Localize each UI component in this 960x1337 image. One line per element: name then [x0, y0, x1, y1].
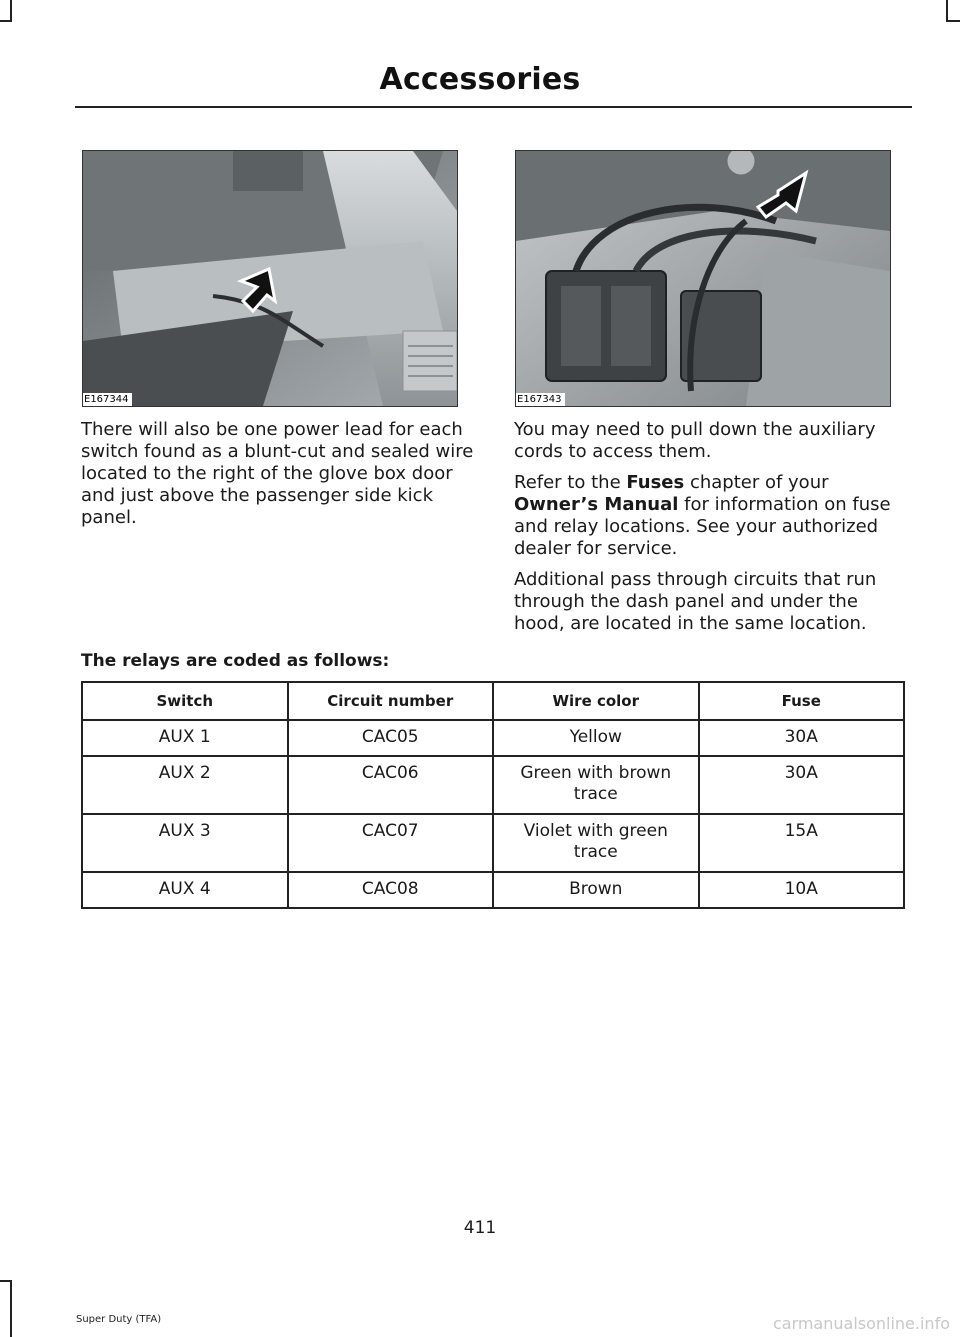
- power-lead-paragraph: There will also be one power lead for each switch found as a blunt-cut and sealed wire located to the right of the glove box door and just above the passenger side kick panel.: [81, 419, 474, 528]
- column-header-wire-color: Wire color: [493, 682, 699, 720]
- fuse-cell: 10A: [699, 872, 905, 908]
- circuit-cell: CAC06: [288, 756, 494, 814]
- table-intro: The relays are coded as follows:: [81, 651, 390, 671]
- table-row: [82, 814, 904, 872]
- circuit-cell: CAC08: [288, 872, 494, 908]
- fuses-reference-paragraph: [514, 472, 909, 560]
- table-row: [82, 720, 904, 756]
- switch-cell: AUX 2: [82, 756, 288, 814]
- wire-color-cell: Brown: [493, 872, 699, 908]
- crop-mark: [10, 1280, 12, 1337]
- column-header-circuit: Circuit number: [288, 682, 494, 720]
- crop-mark: [0, 1280, 12, 1282]
- column-header-fuse: Fuse: [699, 682, 905, 720]
- page-title: Accessories: [379, 62, 581, 97]
- wiring-harness-drawing: [516, 151, 890, 406]
- reference-text: chapter of your: [684, 472, 829, 493]
- page-number: 411: [463, 1218, 497, 1238]
- circuit-cell: CAC07: [288, 814, 494, 872]
- circuit-cell: CAC05: [288, 720, 494, 756]
- left-column-text: [81, 419, 481, 538]
- crop-mark: [946, 0, 948, 20]
- fuse-cell: 30A: [699, 756, 905, 814]
- owners-manual-link: Owner’s Manual: [514, 494, 679, 515]
- table-header-row: [82, 682, 904, 720]
- column-header-switch: Switch: [82, 682, 288, 720]
- wiring-harness-illustration: [515, 150, 891, 407]
- table-row: [82, 756, 904, 814]
- crop-mark: [10, 0, 12, 20]
- edition-label: Super Duty (TFA): [76, 1314, 162, 1325]
- fuses-chapter-link: Fuses: [626, 472, 685, 493]
- crop-mark: [946, 20, 960, 22]
- right-column-text: [514, 419, 909, 644]
- switch-cell: AUX 1: [82, 720, 288, 756]
- table-row: [82, 872, 904, 908]
- figure-code: E167344: [83, 393, 132, 406]
- title-divider: [75, 106, 912, 108]
- switch-cell: AUX 3: [82, 814, 288, 872]
- glove-box-drawing: [83, 151, 457, 406]
- wire-color-cell: Green with brown trace: [493, 756, 699, 814]
- glove-box-illustration: [82, 150, 458, 407]
- reference-text: for information on fuse and relay locations. See your authorized dealer for service.: [514, 494, 891, 559]
- fuse-cell: 15A: [699, 814, 905, 872]
- switch-cell: AUX 4: [82, 872, 288, 908]
- auxiliary-cords-paragraph: You may need to pull down the auxiliary cords to access them.: [514, 419, 876, 462]
- fuse-cell: 30A: [699, 720, 905, 756]
- pass-through-paragraph: Additional pass through circuits that run through the dash panel and under the hood, are located in the same location.: [514, 569, 877, 634]
- wire-color-cell: Violet with green trace: [493, 814, 699, 872]
- crop-mark: [0, 20, 12, 22]
- figure-code: E167343: [516, 393, 565, 406]
- watermark: carmanualsonline.info: [772, 1314, 950, 1333]
- wire-color-cell: Yellow: [493, 720, 699, 756]
- reference-text: Refer to the: [514, 472, 627, 493]
- relay-table: [81, 681, 905, 909]
